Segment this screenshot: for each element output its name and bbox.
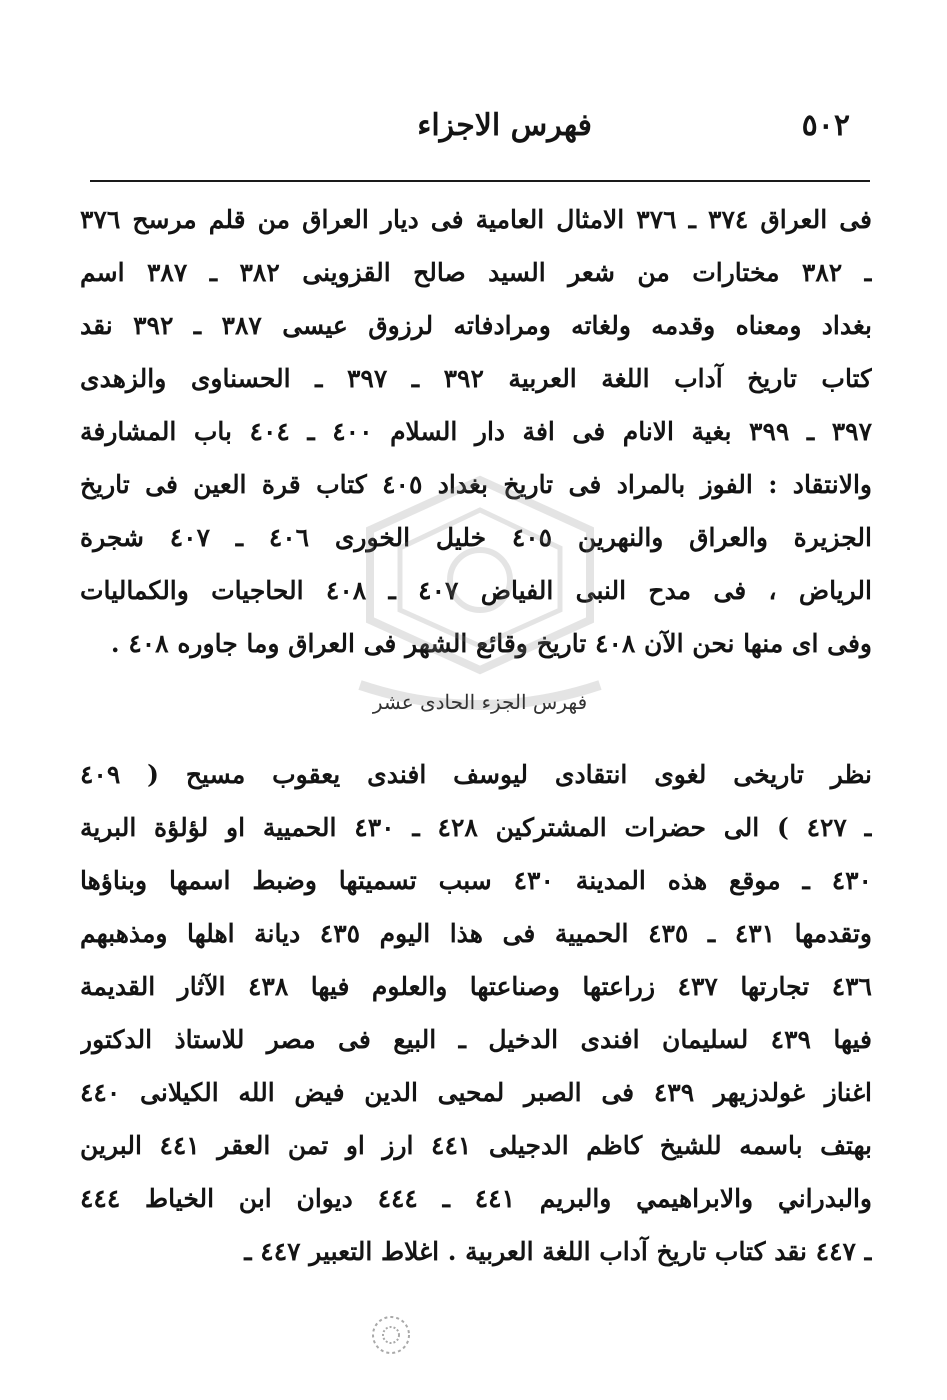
index-line: نظر تاريخى لغوى انتقادى ليوسف افندى يعقوب مسيح ( ٤٠٩ [80, 760, 872, 789]
index-line: ـ ٤٤٧ نقد كتاب تاريخ آداب اللغة العربية . اغلاط التعبير ٤٤٧ ـ [244, 1237, 872, 1266]
index-line: ٤٣٦ تجارتها ٤٣٧ زراعتها وصناعتها والعلوم فيها ٤٣٨ الآثار القديمة [80, 972, 872, 1001]
index-line: ـ ٣٨٢ مختارات من شعر السيد صالح القزوينى ٣٨٢ ـ ٣٨٧ اسم [80, 258, 872, 287]
index-line: ٣٩٧ ـ ٣٩٩ بغية الانام فى افة دار السلام ٤٠٠ ـ ٤٠٤ باب المشارفة [80, 417, 872, 446]
index-line: الرياض ، فى مدح النبى الفياض ٤٠٧ ـ ٤٠٨ الحاجيات والكماليات [80, 576, 872, 605]
index-line: بغداد ومعناه وقدمه ولغاته ومرادفاته لرزوق عيسى ٣٨٧ ـ ٣٩٢ نقد [80, 311, 872, 340]
index-section-part-11 [80, 748, 872, 1278]
index-line: الجزيرة والعراق والنهرين ٤٠٥ خليل الخورى ٤٠٦ ـ ٤٠٧ شجرة [80, 523, 872, 552]
index-line: اغناز غولدزيهر ٤٣٩ فى الصبر لمحيى الدين فيض الله الكيلانى ٤٤٠ [80, 1078, 872, 1107]
index-line: والانتقاد : الفوز بالمراد فى تاريخ بغداد ٤٠٥ كتاب قرة العين فى تاريخ [80, 470, 872, 499]
section-subheading: فهرس الجزء الحادى عشر [372, 690, 588, 714]
index-line: ـ ٤٢٧ ) الى حضرات المشتركين ٤٢٨ ـ ٤٣٠ الحميية او لؤلؤة البرية [80, 813, 872, 842]
index-line: فى العراق ٣٧٤ ـ ٣٧٦ الامثال العامية فى ديار العراق من قلم مرسح ٣٧٦ [80, 205, 872, 234]
page-number: ٥٠٢ [801, 108, 850, 143]
index-line: فيها ٤٣٩ لسليمان افندى الدخيل ـ البيع فى مصر للاستاذ الدكتور [80, 1025, 872, 1054]
index-line: وفى اى منها نحن الآن ٤٠٨ تاريخ وقائع الشهر فى العراق وما جاوره ٤٠٨ . [110, 629, 872, 658]
index-line: ٤٣٠ ـ موقع هذه المدينة ٤٣٠ سبب تسميتها وضبط اسمها وبناؤها [80, 866, 872, 895]
running-title: فهرس الاجزاء [417, 108, 592, 143]
index-line: بهتف باسمه للشيخ كاظم الدجيلى ٤٤١ ارز او تمن العقر ٤٤١ البرين [80, 1131, 872, 1160]
index-line: كتاب تاريخ آداب اللغة العربية ٣٩٢ ـ ٣٩٧ ـ الحسناوى والزهدى [80, 364, 872, 393]
page-header [110, 108, 850, 158]
index-line: والبدراني والابراهيمي والبريم ٤٤١ ـ ٤٤٤ ديوان ابن الخياط ٤٤٤ [80, 1184, 872, 1213]
header-rule [90, 180, 870, 182]
printer-ornament-icon [366, 1310, 416, 1360]
index-line: وتقدمها ٤٣١ ـ ٤٣٥ الحميية فى هذا اليوم ٤٣٥ ديانة اهلها ومذهبهم [80, 919, 872, 948]
